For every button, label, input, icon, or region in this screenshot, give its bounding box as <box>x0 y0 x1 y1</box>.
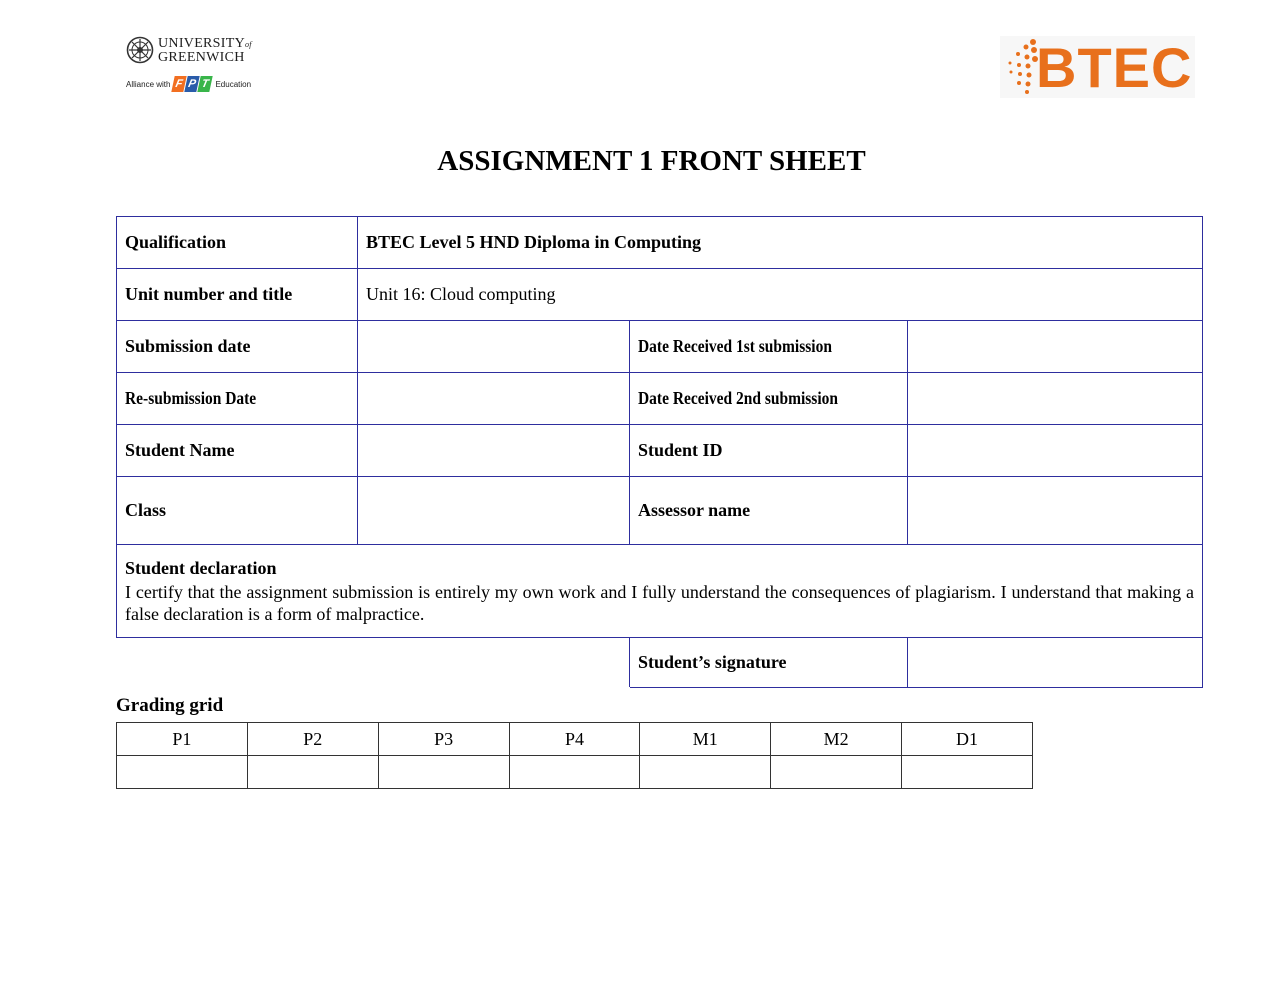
submission-date-label: Submission date <box>117 321 358 373</box>
assessor-label: Assessor name <box>630 477 908 545</box>
date-received-1-label: Date Received 1st submission <box>638 336 832 356</box>
qualification-row <box>117 217 1203 269</box>
university-logo <box>126 36 266 106</box>
declaration-text: I certify that the assignment submission is entirely my own work and I fully understand the consequences of plagiarism. I understand that making a false declaration is a form of malpractice. <box>125 582 1195 624</box>
grade-cell-p2[interactable] <box>247 756 378 789</box>
grade-header-d1: D1 <box>902 723 1033 756</box>
student-id-field[interactable] <box>908 425 1203 477</box>
grade-header-p2: P2 <box>247 723 378 756</box>
grade-cell-p4[interactable] <box>509 756 640 789</box>
class-label: Class <box>117 477 358 545</box>
grade-header-m1: M1 <box>640 723 771 756</box>
grade-cell-d1[interactable] <box>902 756 1033 789</box>
resubmission-date-label: Re-submission Date <box>125 388 257 408</box>
unit-value: Unit 16: Cloud computing <box>358 269 1203 321</box>
date-received-1-field[interactable] <box>908 321 1203 373</box>
signature-label: Student’s signature <box>630 638 908 688</box>
qualification-value: BTEC Level 5 HND Diploma in Computing <box>358 217 1203 269</box>
resubmission-date-cell <box>117 373 358 425</box>
btec-logo <box>1000 36 1195 98</box>
date-received-2-cell <box>630 373 908 425</box>
grade-header-p3: P3 <box>378 723 509 756</box>
class-row <box>117 477 1203 545</box>
grade-header-m2: M2 <box>771 723 902 756</box>
university-crest-icon <box>126 36 154 64</box>
assessor-field[interactable] <box>908 477 1203 545</box>
university-wordmark: UNIVERSITYof GREENWICH <box>158 35 252 65</box>
alliance-suffix: Education <box>215 79 252 89</box>
declaration-title: Student declaration <box>125 558 277 578</box>
signature-field[interactable] <box>908 638 1203 688</box>
date-received-2-field[interactable] <box>908 373 1203 425</box>
fpt-logo: F P T <box>173 76 212 92</box>
submission-row <box>117 321 1203 373</box>
unit-label: Unit number and title <box>117 269 358 321</box>
class-field[interactable] <box>358 477 630 545</box>
btec-wordmark: BTEC <box>1036 36 1193 99</box>
fpt-alliance-mark <box>126 76 266 92</box>
grade-cell-p1[interactable] <box>117 756 248 789</box>
grading-value-row <box>117 756 1033 789</box>
front-sheet-table <box>116 216 1203 688</box>
unit-row <box>117 269 1203 321</box>
grade-cell-p3[interactable] <box>378 756 509 789</box>
grade-cell-m1[interactable] <box>640 756 771 789</box>
date-received-2-label: Date Received 2nd submission <box>638 388 838 408</box>
declaration-row <box>117 545 1203 638</box>
student-row <box>117 425 1203 477</box>
qualification-label: Qualification <box>117 217 358 269</box>
grading-header-row <box>117 723 1033 756</box>
grade-header-p1: P1 <box>117 723 248 756</box>
student-name-label: Student Name <box>117 425 358 477</box>
submission-date-field[interactable] <box>358 321 630 373</box>
resubmission-row <box>117 373 1203 425</box>
student-id-label: Student ID <box>630 425 908 477</box>
signature-spacer <box>117 638 630 688</box>
signature-row <box>117 638 1203 688</box>
resubmission-date-field[interactable] <box>358 373 630 425</box>
declaration-cell <box>117 545 1203 638</box>
student-name-field[interactable] <box>358 425 630 477</box>
date-received-1-cell <box>630 321 908 373</box>
alliance-prefix: Alliance with <box>126 79 171 89</box>
grading-grid-title: Grading grid <box>116 695 224 716</box>
page-title: ASSIGNMENT 1 FRONT SHEET <box>437 145 866 177</box>
grading-grid <box>116 722 1033 789</box>
grade-cell-m2[interactable] <box>771 756 902 789</box>
grade-header-p4: P4 <box>509 723 640 756</box>
